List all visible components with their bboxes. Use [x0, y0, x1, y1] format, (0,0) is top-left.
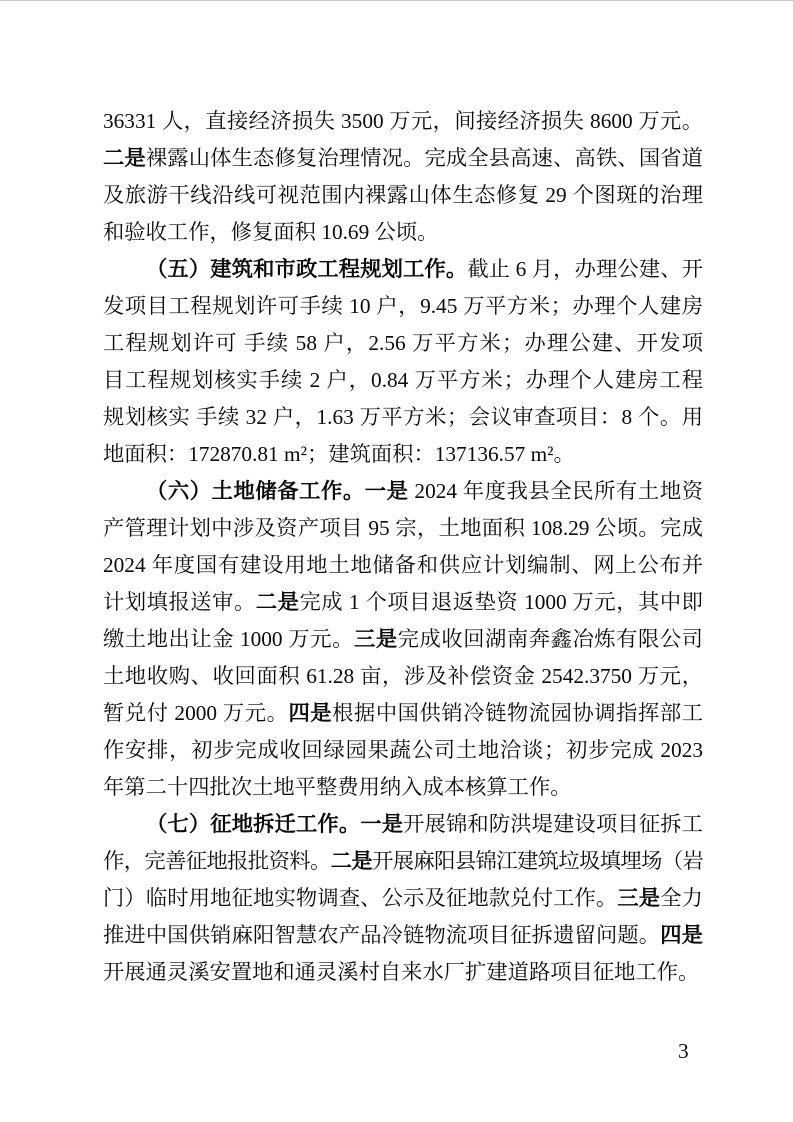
bold-text-segment: 二是	[330, 849, 373, 873]
text-line	[103, 769, 703, 806]
text-line	[103, 658, 703, 695]
text-segment: 根据中国供销冷链物流园协调指挥部工	[332, 701, 703, 725]
text-line	[103, 954, 703, 991]
text-segment: 作，完善征地报批资料。	[103, 849, 331, 873]
text-segment: 作安排，初步完成收回绿园果蔬公司土地洽谈；初步完成 2023	[103, 738, 703, 762]
text-line	[103, 177, 703, 214]
text-line	[103, 880, 703, 917]
bold-text-segment: 一是	[360, 812, 404, 836]
text-line	[103, 103, 703, 140]
text-segment: 36331 人，直接经济损失 3500 万元，间接经济损失 8600 万元。	[103, 109, 703, 133]
bold-text-segment: （七）征地拆迁工作。	[146, 812, 361, 836]
text-segment: 工程规划许可 手续 58 户，2.56 万平方米；办理公建、开发项	[103, 331, 703, 355]
text-line	[103, 325, 703, 362]
text-segment: 推进中国供销麻阳智慧农产品冷链物流项目征拆遗留问题。	[103, 923, 661, 947]
bold-text-segment: 一是	[364, 479, 409, 503]
text-segment: 裸露山体生态修复治理情况。完成全县高速、高铁、国省道	[145, 146, 703, 170]
text-segment: 及旅游干线沿线可视范围内裸露山体生态修复 29 个图斑的治理	[103, 183, 703, 207]
bold-text-segment: 四是	[288, 701, 333, 725]
paragraph	[103, 251, 703, 473]
text-segment: 完成 1 个项目退返垫资 1000 万元，其中即	[299, 590, 703, 614]
text-segment: 产管理计划中涉及资产项目 95 宗，土地面积 108.29 公顷。完成	[103, 516, 703, 540]
text-line	[103, 473, 703, 510]
text-line	[103, 288, 703, 325]
text-line	[103, 399, 703, 436]
bold-text-segment: （六）土地储备工作。	[146, 479, 365, 503]
page-number: 3	[678, 1039, 689, 1063]
text-line	[103, 214, 703, 251]
text-segment: 土地收购、收回面积 61.28 亩，涉及补偿资金 2542.3750 万元，	[103, 664, 703, 688]
paragraph	[103, 473, 703, 806]
text-segment: 和验收工作，修复面积 10.69 公顷。	[103, 220, 439, 244]
text-segment: 门）临时用地征地实物调查、公示及征地款兑付工作。	[103, 886, 618, 910]
text-line	[103, 362, 703, 399]
paragraph	[103, 103, 703, 251]
text-line	[103, 621, 703, 658]
text-segment: 截止 6 月，办理公建、开	[467, 257, 703, 281]
text-segment: 缴土地出让金 1000 万元。	[103, 627, 354, 651]
text-line	[103, 732, 703, 769]
text-segment: 全力	[660, 886, 703, 910]
text-segment: 发项目工程规划许可手续 10 户，9.45 万平方米；办理个人建房	[103, 294, 703, 318]
text-segment: 开展通灵溪安置地和通灵溪村自来水厂扩建道路项目征地工作。	[103, 960, 700, 984]
paragraph	[103, 806, 703, 991]
text-segment: 地面积：172870.81 m²；建筑面积：137136.57 m²。	[103, 442, 575, 466]
bold-text-segment: 三是	[617, 886, 661, 910]
text-segment: 2024 年度国有建设用地土地储备和供应计划编制、网上公布并	[103, 553, 703, 577]
text-line	[103, 140, 703, 177]
bold-text-segment: （五）建筑和市政工程规划工作。	[146, 257, 468, 281]
text-line	[103, 510, 703, 547]
text-line	[103, 843, 703, 880]
text-line	[103, 917, 703, 954]
text-segment: 2024 年度我县全民所有土地资	[408, 479, 703, 503]
text-segment: 年第二十四批次土地平整费用纳入成本核算工作。	[103, 775, 572, 799]
text-segment: 规划核实 手续 32 户，1.63 万平方米；会议审查项目：8 个。用	[103, 405, 703, 429]
bold-text-segment: 三是	[353, 627, 398, 651]
text-line	[103, 436, 703, 473]
text-segment: 计划填报送审。	[103, 590, 256, 614]
text-line	[103, 547, 703, 584]
text-segment: 目工程规划核实手续 2 户，0.84 万平方米；办理个人建房工程	[103, 368, 703, 392]
text-line	[103, 806, 703, 843]
bold-text-segment: 二是	[103, 146, 146, 170]
bold-text-segment: 四是	[660, 923, 703, 947]
document-body	[103, 103, 703, 991]
text-segment: 开展锦和防洪堤建设项目征拆工	[403, 812, 703, 836]
text-segment: 开展麻阳县锦江建筑垃圾填埋场（岩	[372, 849, 704, 873]
text-line	[103, 251, 703, 288]
text-segment: 完成收回湖南奔鑫冶炼有限公司	[397, 627, 703, 651]
text-segment: 暂兑付 2000 万元。	[103, 701, 289, 725]
text-line	[103, 584, 703, 621]
text-line	[103, 695, 703, 732]
bold-text-segment: 二是	[255, 590, 300, 614]
